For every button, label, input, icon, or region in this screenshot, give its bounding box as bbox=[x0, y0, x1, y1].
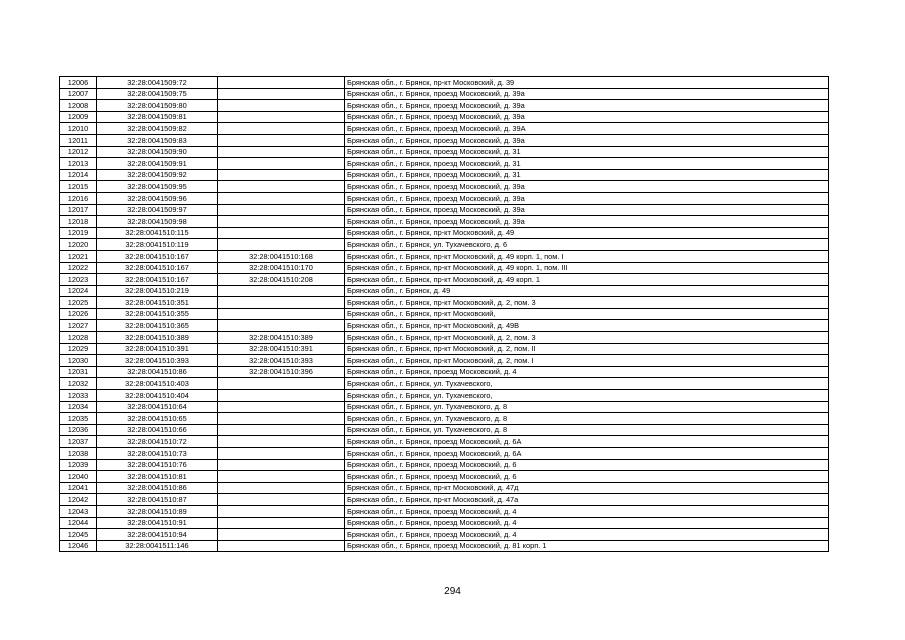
cadastral-number-cell: 32:28:0041509:91 bbox=[97, 158, 218, 170]
address-cell: Брянская обл., г. Брянск, пр-кт Московский, bbox=[345, 308, 829, 320]
cadastral-number-cell: 32:28:0041510:87 bbox=[97, 494, 218, 506]
related-cadastral-number-cell bbox=[218, 192, 345, 204]
address-cell: Брянская обл., г. Брянск, ул. Тухачевского, д. 6 bbox=[345, 239, 829, 251]
cadastral-number-cell: 32:28:0041509:90 bbox=[97, 146, 218, 158]
related-cadastral-number-cell: 32:28:0041510:168 bbox=[218, 250, 345, 262]
address-cell: Брянская обл., г. Брянск, пр-кт Московский, д. 49В bbox=[345, 320, 829, 332]
address-cell: Брянская обл., г. Брянск, д. 49 bbox=[345, 285, 829, 297]
row-number-cell: 12014 bbox=[60, 169, 97, 181]
row-number-cell: 12027 bbox=[60, 320, 97, 332]
row-number-cell: 12038 bbox=[60, 448, 97, 460]
cadastral-number-cell: 32:28:0041509:92 bbox=[97, 169, 218, 181]
table-row bbox=[60, 505, 829, 517]
address-cell: Брянская обл., г. Брянск, пр-кт Московский, д. 2, пом. I bbox=[345, 355, 829, 367]
related-cadastral-number-cell bbox=[218, 181, 345, 193]
row-number-cell: 12040 bbox=[60, 471, 97, 483]
cadastral-number-cell: 32:28:0041510:219 bbox=[97, 285, 218, 297]
address-cell: Брянская обл., г. Брянск, проезд Московский, д. 39а bbox=[345, 88, 829, 100]
cadastral-number-cell: 32:28:0041509:96 bbox=[97, 192, 218, 204]
related-cadastral-number-cell bbox=[218, 424, 345, 436]
related-cadastral-number-cell bbox=[218, 413, 345, 425]
address-cell: Брянская обл., г. Брянск, проезд Московский, д. 81 корп. 1 bbox=[345, 540, 829, 552]
row-number-cell: 12023 bbox=[60, 274, 97, 286]
cadastral-number-cell: 32:28:0041510:66 bbox=[97, 424, 218, 436]
table-row bbox=[60, 390, 829, 402]
cadastral-number-cell: 32:28:0041509:98 bbox=[97, 216, 218, 228]
address-cell: Брянская обл., г. Брянск, пр-кт Московский, д. 47а bbox=[345, 494, 829, 506]
address-cell: Брянская обл., г. Брянск, проезд Московский, д. 6 bbox=[345, 459, 829, 471]
row-number-cell: 12019 bbox=[60, 227, 97, 239]
table-row bbox=[60, 285, 829, 297]
related-cadastral-number-cell bbox=[218, 390, 345, 402]
address-cell: Брянская обл., г. Брянск, пр-кт Московский, д. 49 корп. 1 bbox=[345, 274, 829, 286]
table-row bbox=[60, 262, 829, 274]
address-cell: Брянская обл., г. Брянск, ул. Тухачевского, д. 8 bbox=[345, 401, 829, 413]
address-cell: Брянская обл., г. Брянск, проезд Московский, д. 4 bbox=[345, 366, 829, 378]
table-row bbox=[60, 366, 829, 378]
row-number-cell: 12039 bbox=[60, 459, 97, 471]
related-cadastral-number-cell bbox=[218, 134, 345, 146]
row-number-cell: 12030 bbox=[60, 355, 97, 367]
row-number-cell: 12031 bbox=[60, 366, 97, 378]
address-cell: Брянская обл., г. Брянск, пр-кт Московский, д. 2, пом. 3 bbox=[345, 332, 829, 344]
address-cell: Брянская обл., г. Брянск, ул. Тухачевского, bbox=[345, 390, 829, 402]
table-row bbox=[60, 227, 829, 239]
related-cadastral-number-cell bbox=[218, 320, 345, 332]
address-cell: Брянская обл., г. Брянск, проезд Московский, д. 39а bbox=[345, 100, 829, 112]
cadastral-number-cell: 32:28:0041510:167 bbox=[97, 262, 218, 274]
cadastral-number-cell: 32:28:0041509:83 bbox=[97, 134, 218, 146]
cadastral-number-cell: 32:28:0041511:146 bbox=[97, 540, 218, 552]
related-cadastral-number-cell: 32:28:0041510:393 bbox=[218, 355, 345, 367]
row-number-cell: 12022 bbox=[60, 262, 97, 274]
table-row bbox=[60, 540, 829, 552]
table-row bbox=[60, 111, 829, 123]
address-cell: Брянская обл., г. Брянск, пр-кт Московский, д. 47д bbox=[345, 482, 829, 494]
address-cell: Брянская обл., г. Брянск, пр-кт Московский, д. 2, пом. II bbox=[345, 343, 829, 355]
address-cell: Брянская обл., г. Брянск, проезд Московский, д. 31 bbox=[345, 146, 829, 158]
cadastral-number-cell: 32:28:0041510:355 bbox=[97, 308, 218, 320]
table-row bbox=[60, 529, 829, 541]
table-row bbox=[60, 250, 829, 262]
table-row bbox=[60, 401, 829, 413]
related-cadastral-number-cell bbox=[218, 123, 345, 135]
related-cadastral-number-cell bbox=[218, 494, 345, 506]
table-row bbox=[60, 424, 829, 436]
related-cadastral-number-cell bbox=[218, 204, 345, 216]
related-cadastral-number-cell bbox=[218, 100, 345, 112]
cadastral-number-cell: 32:28:0041510:404 bbox=[97, 390, 218, 402]
address-cell: Брянская обл., г. Брянск, пр-кт Московский, д. 49 корп. 1, пом. I bbox=[345, 250, 829, 262]
related-cadastral-number-cell bbox=[218, 517, 345, 529]
table-body bbox=[60, 77, 829, 552]
related-cadastral-number-cell: 32:28:0041510:208 bbox=[218, 274, 345, 286]
table-row bbox=[60, 158, 829, 170]
related-cadastral-number-cell: 32:28:0041510:391 bbox=[218, 343, 345, 355]
row-number-cell: 12025 bbox=[60, 297, 97, 309]
cadastral-number-cell: 32:28:0041509:72 bbox=[97, 77, 218, 89]
cadastral-number-cell: 32:28:0041510:351 bbox=[97, 297, 218, 309]
row-number-cell: 12036 bbox=[60, 424, 97, 436]
cadastral-number-cell: 32:28:0041510:76 bbox=[97, 459, 218, 471]
row-number-cell: 12034 bbox=[60, 401, 97, 413]
table-row bbox=[60, 378, 829, 390]
address-cell: Брянская обл., г. Брянск, проезд Московский, д. 39а bbox=[345, 181, 829, 193]
related-cadastral-number-cell bbox=[218, 471, 345, 483]
row-number-cell: 12020 bbox=[60, 239, 97, 251]
table-row bbox=[60, 517, 829, 529]
address-cell: Брянская обл., г. Брянск, ул. Тухачевского, д. 8 bbox=[345, 424, 829, 436]
row-number-cell: 12011 bbox=[60, 134, 97, 146]
related-cadastral-number-cell bbox=[218, 169, 345, 181]
cadastral-number-cell: 32:28:0041510:365 bbox=[97, 320, 218, 332]
row-number-cell: 12026 bbox=[60, 308, 97, 320]
row-number-cell: 12033 bbox=[60, 390, 97, 402]
cadastral-number-cell: 32:28:0041509:95 bbox=[97, 181, 218, 193]
row-number-cell: 12008 bbox=[60, 100, 97, 112]
table-row bbox=[60, 88, 829, 100]
row-number-cell: 12046 bbox=[60, 540, 97, 552]
related-cadastral-number-cell bbox=[218, 158, 345, 170]
address-cell: Брянская обл., г. Брянск, проезд Московский, д. 39А bbox=[345, 123, 829, 135]
cadastral-number-cell: 32:28:0041510:167 bbox=[97, 274, 218, 286]
table-row bbox=[60, 123, 829, 135]
related-cadastral-number-cell bbox=[218, 378, 345, 390]
address-cell: Брянская обл., г. Брянск, проезд Московский, д. 39а bbox=[345, 204, 829, 216]
row-number-cell: 12013 bbox=[60, 158, 97, 170]
address-cell: Брянская обл., г. Брянск, ул. Тухачевского, bbox=[345, 378, 829, 390]
row-number-cell: 12006 bbox=[60, 77, 97, 89]
address-cell: Брянская обл., г. Брянск, проезд Московский, д. 39а bbox=[345, 216, 829, 228]
cadastral-register-table bbox=[59, 76, 829, 552]
address-cell: Брянская обл., г. Брянск, ул. Тухачевского, д. 8 bbox=[345, 413, 829, 425]
row-number-cell: 12043 bbox=[60, 505, 97, 517]
related-cadastral-number-cell bbox=[218, 285, 345, 297]
cadastral-number-cell: 32:28:0041510:115 bbox=[97, 227, 218, 239]
address-cell: Брянская обл., г. Брянск, пр-кт Московский, д. 39 bbox=[345, 77, 829, 89]
row-number-cell: 12010 bbox=[60, 123, 97, 135]
related-cadastral-number-cell: 32:28:0041510:396 bbox=[218, 366, 345, 378]
cadastral-number-cell: 32:28:0041510:81 bbox=[97, 471, 218, 483]
related-cadastral-number-cell bbox=[218, 227, 345, 239]
related-cadastral-number-cell bbox=[218, 448, 345, 460]
row-number-cell: 12029 bbox=[60, 343, 97, 355]
related-cadastral-number-cell bbox=[218, 216, 345, 228]
cadastral-number-cell: 32:28:0041510:119 bbox=[97, 239, 218, 251]
cadastral-number-cell: 32:28:0041510:73 bbox=[97, 448, 218, 460]
table-row bbox=[60, 320, 829, 332]
row-number-cell: 12042 bbox=[60, 494, 97, 506]
related-cadastral-number-cell bbox=[218, 482, 345, 494]
related-cadastral-number-cell bbox=[218, 308, 345, 320]
address-cell: Брянская обл., г. Брянск, проезд Московский, д. 4 bbox=[345, 529, 829, 541]
table-row bbox=[60, 134, 829, 146]
related-cadastral-number-cell: 32:28:0041510:170 bbox=[218, 262, 345, 274]
related-cadastral-number-cell bbox=[218, 529, 345, 541]
row-number-cell: 12018 bbox=[60, 216, 97, 228]
cadastral-number-cell: 32:28:0041510:72 bbox=[97, 436, 218, 448]
table-row bbox=[60, 413, 829, 425]
table-row bbox=[60, 169, 829, 181]
related-cadastral-number-cell bbox=[218, 436, 345, 448]
cadastral-number-cell: 32:28:0041510:86 bbox=[97, 482, 218, 494]
table-row bbox=[60, 332, 829, 344]
table-row bbox=[60, 192, 829, 204]
row-number-cell: 12044 bbox=[60, 517, 97, 529]
table-row bbox=[60, 216, 829, 228]
address-cell: Брянская обл., г. Брянск, проезд Московский, д. 4 bbox=[345, 505, 829, 517]
cadastral-number-cell: 32:28:0041510:403 bbox=[97, 378, 218, 390]
row-number-cell: 12021 bbox=[60, 250, 97, 262]
page-number: 294 bbox=[444, 586, 461, 597]
cadastral-number-cell: 32:28:0041510:64 bbox=[97, 401, 218, 413]
row-number-cell: 12028 bbox=[60, 332, 97, 344]
table-row bbox=[60, 239, 829, 251]
row-number-cell: 12024 bbox=[60, 285, 97, 297]
related-cadastral-number-cell bbox=[218, 297, 345, 309]
cadastral-number-cell: 32:28:0041509:75 bbox=[97, 88, 218, 100]
related-cadastral-number-cell bbox=[218, 239, 345, 251]
related-cadastral-number-cell bbox=[218, 505, 345, 517]
table-row bbox=[60, 100, 829, 112]
address-cell: Брянская обл., г. Брянск, проезд Московский, д. 39а bbox=[345, 192, 829, 204]
related-cadastral-number-cell: 32:28:0041510:389 bbox=[218, 332, 345, 344]
cadastral-number-cell: 32:28:0041509:81 bbox=[97, 111, 218, 123]
cadastral-number-cell: 32:28:0041510:86 bbox=[97, 366, 218, 378]
cadastral-number-cell: 32:28:0041509:82 bbox=[97, 123, 218, 135]
address-cell: Брянская обл., г. Брянск, проезд Московский, д. 4 bbox=[345, 517, 829, 529]
row-number-cell: 12012 bbox=[60, 146, 97, 158]
cadastral-number-cell: 32:28:0041510:391 bbox=[97, 343, 218, 355]
table-row bbox=[60, 274, 829, 286]
address-cell: Брянская обл., г. Брянск, проезд Московский, д. 6А bbox=[345, 448, 829, 460]
cadastral-number-cell: 32:28:0041510:91 bbox=[97, 517, 218, 529]
table-row bbox=[60, 494, 829, 506]
table-row bbox=[60, 355, 829, 367]
related-cadastral-number-cell bbox=[218, 401, 345, 413]
related-cadastral-number-cell bbox=[218, 88, 345, 100]
row-number-cell: 12045 bbox=[60, 529, 97, 541]
table-row bbox=[60, 343, 829, 355]
address-cell: Брянская обл., г. Брянск, проезд Московский, д. 39а bbox=[345, 111, 829, 123]
address-cell: Брянская обл., г. Брянск, проезд Московский, д. 6 bbox=[345, 471, 829, 483]
row-number-cell: 12037 bbox=[60, 436, 97, 448]
cadastral-number-cell: 32:28:0041510:389 bbox=[97, 332, 218, 344]
table-row bbox=[60, 297, 829, 309]
table-row bbox=[60, 482, 829, 494]
row-number-cell: 12015 bbox=[60, 181, 97, 193]
table-row bbox=[60, 308, 829, 320]
address-cell: Брянская обл., г. Брянск, пр-кт Московский, д. 2, пом. 3 bbox=[345, 297, 829, 309]
address-cell: Брянская обл., г. Брянск, проезд Московский, д. 31 bbox=[345, 158, 829, 170]
cadastral-number-cell: 32:28:0041509:97 bbox=[97, 204, 218, 216]
table-row bbox=[60, 448, 829, 460]
table-row bbox=[60, 459, 829, 471]
related-cadastral-number-cell bbox=[218, 540, 345, 552]
related-cadastral-number-cell bbox=[218, 111, 345, 123]
related-cadastral-number-cell bbox=[218, 77, 345, 89]
table-row bbox=[60, 181, 829, 193]
table-row bbox=[60, 204, 829, 216]
row-number-cell: 12035 bbox=[60, 413, 97, 425]
table-row bbox=[60, 471, 829, 483]
table-row bbox=[60, 436, 829, 448]
row-number-cell: 12017 bbox=[60, 204, 97, 216]
cadastral-number-cell: 32:28:0041510:94 bbox=[97, 529, 218, 541]
row-number-cell: 12032 bbox=[60, 378, 97, 390]
row-number-cell: 12007 bbox=[60, 88, 97, 100]
address-cell: Брянская обл., г. Брянск, пр-кт Московский, д. 49 корп. 1, пом. III bbox=[345, 262, 829, 274]
address-cell: Брянская обл., г. Брянск, проезд Московский, д. 31 bbox=[345, 169, 829, 181]
row-number-cell: 12016 bbox=[60, 192, 97, 204]
row-number-cell: 12041 bbox=[60, 482, 97, 494]
cadastral-number-cell: 32:28:0041510:65 bbox=[97, 413, 218, 425]
related-cadastral-number-cell bbox=[218, 146, 345, 158]
table-row bbox=[60, 77, 829, 89]
row-number-cell: 12009 bbox=[60, 111, 97, 123]
cadastral-number-cell: 32:28:0041510:89 bbox=[97, 505, 218, 517]
cadastral-number-cell: 32:28:0041510:167 bbox=[97, 250, 218, 262]
address-cell: Брянская обл., г. Брянск, проезд Московский, д. 39а bbox=[345, 134, 829, 146]
address-cell: Брянская обл., г. Брянск, пр-кт Московский, д. 49 bbox=[345, 227, 829, 239]
cadastral-number-cell: 32:28:0041509:80 bbox=[97, 100, 218, 112]
table-row bbox=[60, 146, 829, 158]
related-cadastral-number-cell bbox=[218, 459, 345, 471]
address-cell: Брянская обл., г. Брянск, проезд Московский, д. 6А bbox=[345, 436, 829, 448]
cadastral-number-cell: 32:28:0041510:393 bbox=[97, 355, 218, 367]
